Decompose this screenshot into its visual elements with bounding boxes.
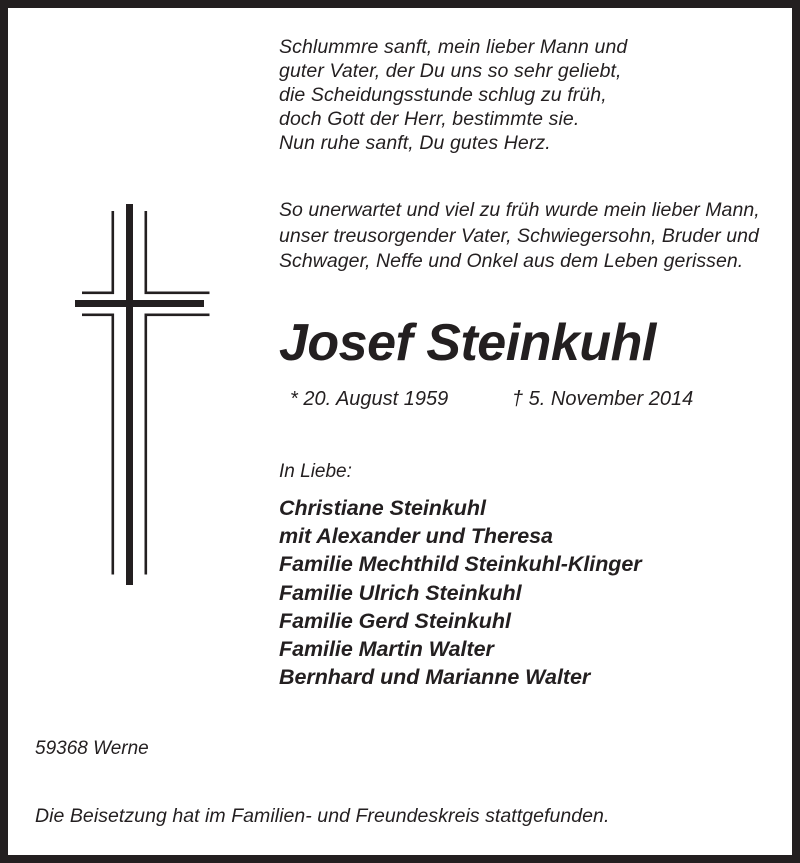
mourner-name: Familie Mechthild Steinkuhl-Klinger: [279, 552, 642, 577]
mourner-name: Bernhard und Marianne Walter: [279, 665, 591, 690]
death-date: † 5. November 2014: [512, 388, 694, 410]
christian-cross-icon: [60, 190, 215, 595]
funeral-note: Die Beisetzung hat im Familien- und Freundeskreis stattgefunden.: [35, 805, 610, 827]
announcement-line: Schwager, Neffe und Onkel aus dem Leben gerissen.: [279, 250, 744, 272]
poem-line: Schlummre sanft, mein lieber Mann und: [279, 36, 628, 58]
notice-content: [8, 8, 792, 855]
poem-line: die Scheidungsstunde schlug zu früh,: [279, 84, 607, 106]
poem-line: doch Gott der Herr, bestimmte sie.: [279, 108, 580, 130]
announcement-text: [279, 198, 759, 275]
mourners-heading: In Liebe:: [279, 461, 352, 482]
mourner-name: Christiane Steinkuhl: [279, 496, 486, 520]
announcement-line: So unerwartet und viel zu früh wurde mein lieber Mann,: [279, 199, 760, 221]
deceased-name: Josef Steinkuhl: [279, 314, 656, 372]
mourner-name: Familie Gerd Steinkuhl: [279, 608, 511, 633]
poem-line: Nun ruhe sanft, Du gutes Herz.: [279, 132, 551, 154]
mourner-name: Familie Ulrich Steinkuhl: [279, 580, 522, 605]
mourner-name: Familie Martin Walter: [279, 637, 494, 662]
birth-date: * 20. August 1959: [290, 388, 449, 410]
mourner-name: mit Alexander und Theresa: [279, 524, 553, 549]
announcement-line: unser treusorgender Vater, Schwiegersohn, Bruder und: [279, 224, 759, 247]
poem-line: guter Vater, der Du uns so sehr geliebt,: [279, 60, 622, 82]
mourners-list: [279, 494, 749, 691]
life-dates: [290, 387, 760, 411]
location-text: 59368 Werne: [35, 738, 149, 759]
memorial-poem: [279, 35, 749, 155]
